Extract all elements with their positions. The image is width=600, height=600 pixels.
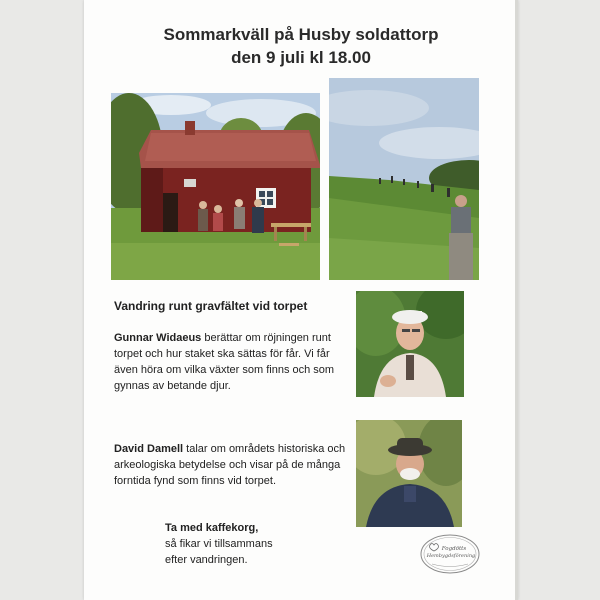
david-paragraph xyxy=(114,441,346,489)
gunnar-text: berättar om röjningen runt torpet och hur staket ska sättas för får. Vi får även höra om vilka växter som finns och som gynnas av betande djur. xyxy=(114,332,335,392)
speaker-name-gunnar: Gunnar Widaeus xyxy=(114,332,202,344)
hillside-walk-photo xyxy=(329,78,479,280)
logo-line1: Fogdötts xyxy=(441,546,467,552)
gunnar-paragraph xyxy=(114,330,346,394)
coffee-line3: efter vandringen. xyxy=(165,554,248,566)
david-text: talar om områdets historiska och arkeologiska betydelse och visar på de många forntida fynd som finns vid torpet. xyxy=(114,443,346,487)
page-edge xyxy=(515,0,518,600)
heart-logo-icon xyxy=(430,544,439,552)
poster-subtitle-date: den 9 juli kl 18.00 xyxy=(231,48,371,67)
cottage-photo xyxy=(111,93,320,280)
gunnar-portrait-photo xyxy=(356,291,464,397)
coffee-heading: Ta med kaffekorg, xyxy=(165,522,259,534)
poster-title: Sommarkväll på Husby soldattorp xyxy=(163,25,439,44)
section-heading: Vandring runt gravfältet vid torpet xyxy=(114,299,308,313)
coffee-note xyxy=(165,520,315,568)
poster-sheet xyxy=(84,0,518,600)
speaker-name-david: David Damell xyxy=(114,443,184,455)
david-portrait-photo xyxy=(356,420,462,527)
logo-line2: Hembygdsförening xyxy=(426,553,476,559)
association-logo xyxy=(420,533,480,575)
coffee-line2: så fikar vi tillsammans xyxy=(165,538,273,550)
